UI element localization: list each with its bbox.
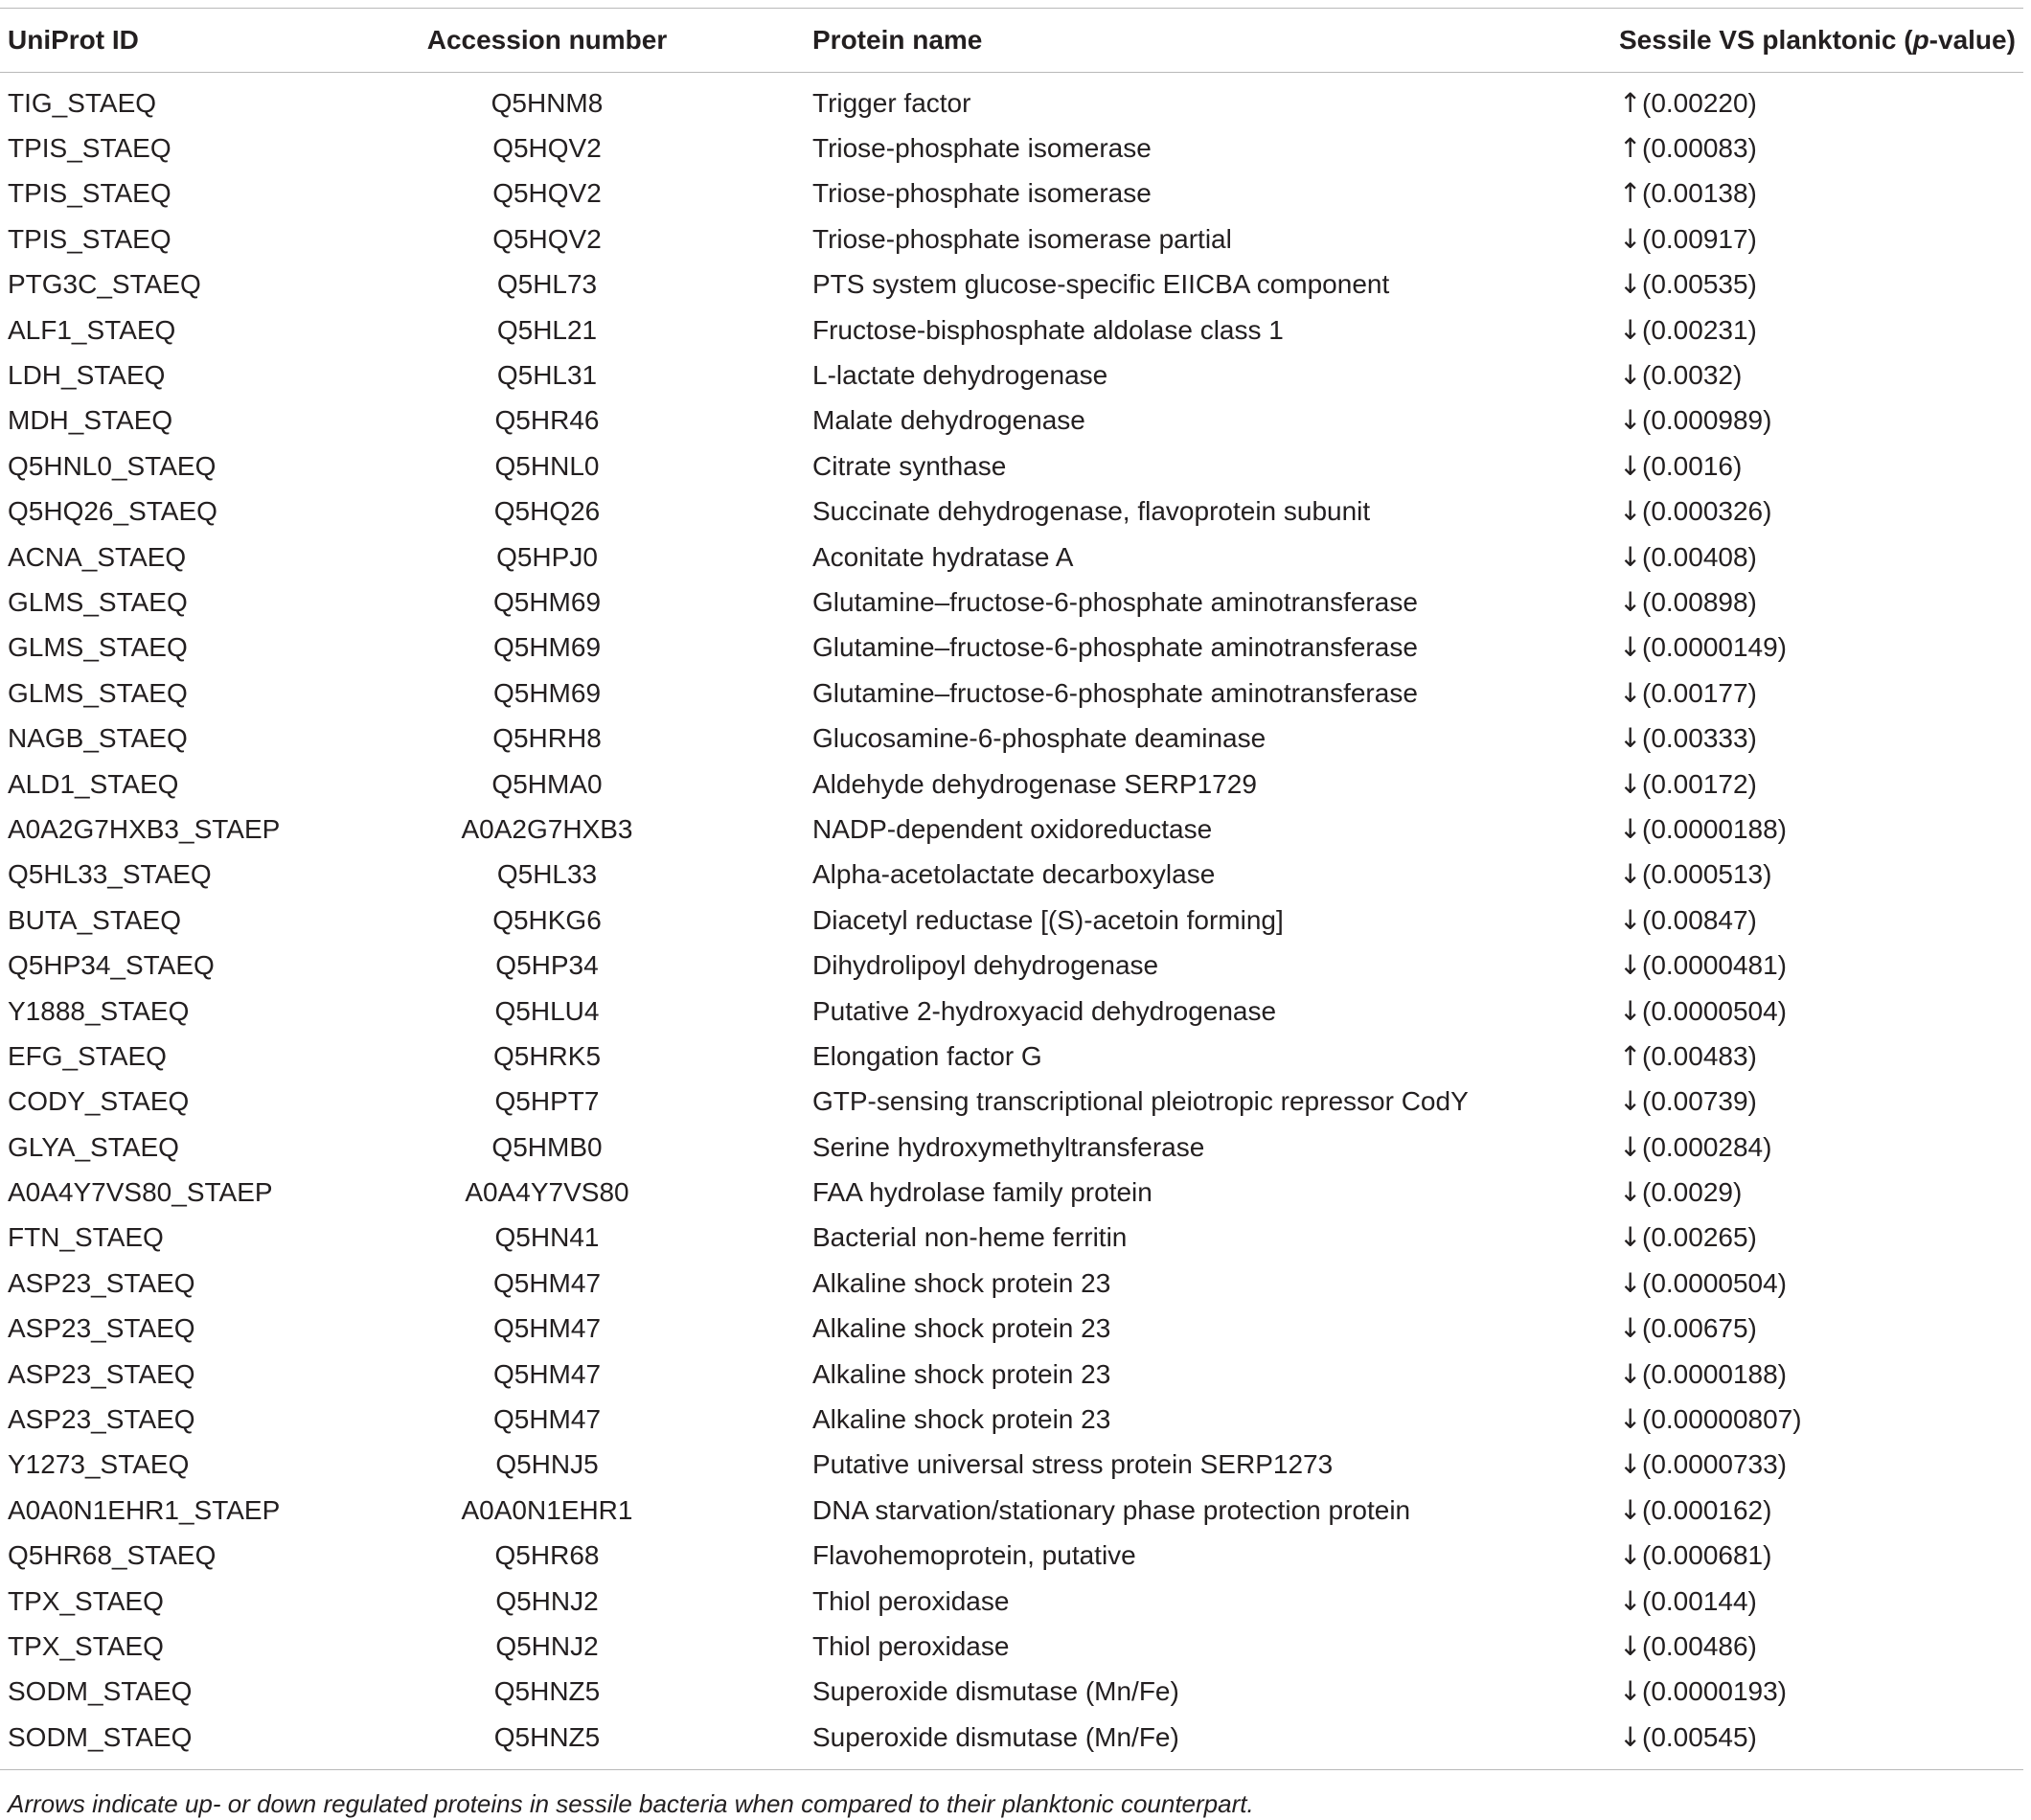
cell-p-value: (0.000989) (1642, 405, 1772, 436)
table-row (0, 580, 2023, 625)
arrow-down-icon: ↓ (1619, 404, 1642, 437)
cell-regulation (1619, 1539, 2023, 1572)
cell-p-value: (0.00675) (1642, 1313, 1757, 1344)
arrow-down-icon: ↓ (1619, 631, 1642, 664)
cell-accession-number: Q5HMB0 (491, 1131, 603, 1162)
cell-protein-name: Thiol peroxidase (812, 1585, 1010, 1616)
cell-uniprot-id: Y1273_STAEQ (8, 1449, 190, 1480)
cell-accession-number: Q5HKG6 (492, 904, 602, 935)
table-row (0, 1488, 2023, 1533)
table-row (0, 1216, 2023, 1261)
cell-protein-name: Elongation factor G (812, 1040, 1042, 1071)
header-comparison-suffix: -value) (1928, 25, 2016, 55)
table-row (0, 80, 2023, 125)
arrow-up-icon: ↑ (1619, 1039, 1642, 1072)
cell-protein-name: Putative 2-hydroxyacid dehydrogenase (812, 995, 1277, 1026)
cell-regulation (1619, 812, 2023, 845)
table-row (0, 1261, 2023, 1306)
header-protein-name: Protein name (812, 25, 983, 55)
cell-protein-name: Thiol peroxidase (812, 1630, 1010, 1661)
cell-protein-name: Triose-phosphate isomerase partial (812, 223, 1232, 254)
cell-protein-name: Fructose-bisphosphate aldolase class 1 (812, 314, 1284, 345)
table-footnote: Arrows indicate up- or down regulated proteins in sessile bacteria when compared to their planktonic counterpart. (8, 1789, 1254, 1818)
cell-regulation (1619, 359, 2023, 392)
cell-uniprot-id: ASP23_STAEQ (8, 1267, 195, 1298)
table-row (0, 671, 2023, 716)
arrow-down-icon: ↓ (1619, 1403, 1642, 1436)
arrow-down-icon: ↓ (1619, 1493, 1642, 1526)
cell-uniprot-id: EFG_STAEQ (8, 1040, 167, 1071)
cell-uniprot-id: A0A0N1EHR1_STAEP (8, 1494, 281, 1525)
cell-protein-name: Alkaline shock protein 23 (812, 1313, 1111, 1344)
cell-regulation (1619, 1221, 2023, 1254)
table-row (0, 898, 2023, 943)
cell-p-value: (0.0029) (1642, 1177, 1743, 1208)
cell-accession-number: Q5HQV2 (492, 178, 602, 209)
cell-accession-number: Q5HNJ5 (495, 1449, 599, 1480)
cell-regulation (1619, 1312, 2023, 1345)
arrow-down-icon: ↓ (1619, 540, 1642, 573)
cell-regulation (1619, 903, 2023, 936)
cell-p-value: (0.000681) (1642, 1540, 1772, 1571)
cell-uniprot-id: GLYA_STAEQ (8, 1131, 179, 1162)
table-row (0, 398, 2023, 444)
cell-accession-number: Q5HNZ5 (493, 1676, 601, 1707)
cell-regulation (1619, 631, 2023, 664)
cell-protein-name: PTS system glucose-specific EIICBA component (812, 269, 1390, 300)
cell-uniprot-id: LDH_STAEQ (8, 360, 166, 391)
protein-table (0, 8, 2023, 1770)
cell-regulation (1619, 1629, 2023, 1662)
cell-p-value: (0.000513) (1642, 859, 1772, 890)
cell-accession-number: Q5HM47 (492, 1358, 602, 1389)
table-row (0, 1397, 2023, 1442)
table-row (0, 1170, 2023, 1215)
arrow-down-icon: ↓ (1619, 676, 1642, 709)
cell-protein-name: Triose-phosphate isomerase (812, 133, 1152, 164)
cell-regulation (1619, 1403, 2023, 1436)
header-comparison-p: p (1912, 25, 1929, 55)
cell-regulation (1619, 585, 2023, 618)
cell-uniprot-id: NAGB_STAEQ (8, 723, 188, 754)
cell-uniprot-id: A0A2G7HXB3_STAEP (8, 813, 281, 844)
cell-uniprot-id: Y1888_STAEQ (8, 995, 190, 1026)
cell-protein-name: Glutamine–fructose-6-phosphate aminotransferase (812, 632, 1418, 663)
cell-protein-name: Alkaline shock protein 23 (812, 1404, 1111, 1435)
arrow-down-icon: ↓ (1619, 585, 1642, 618)
cell-protein-name: Putative universal stress protein SERP1273 (812, 1449, 1334, 1480)
cell-accession-number: Q5HL21 (496, 314, 598, 345)
cell-protein-name: Superoxide dismutase (Mn/Fe) (812, 1676, 1179, 1707)
cell-accession-number: Q5HPT7 (494, 1086, 600, 1117)
table-row (0, 1534, 2023, 1579)
arrow-down-icon: ↓ (1619, 1221, 1642, 1254)
table-row (0, 535, 2023, 580)
cell-p-value: (0.00231) (1642, 314, 1757, 345)
table-row (0, 1579, 2023, 1624)
arrow-down-icon: ↓ (1619, 1312, 1642, 1345)
cell-regulation (1619, 313, 2023, 346)
cell-p-value: (0.00144) (1642, 1585, 1757, 1616)
cell-p-value: (0.00172) (1642, 768, 1757, 799)
arrow-down-icon: ↓ (1619, 1448, 1642, 1481)
cell-p-value: (0.00917) (1642, 223, 1757, 254)
table-row (0, 989, 2023, 1034)
header-comparison-prefix: Sessile VS planktonic ( (1619, 25, 1913, 55)
cell-regulation (1619, 1266, 2023, 1299)
arrow-down-icon: ↓ (1619, 858, 1642, 891)
cell-accession-number: Q5HNL0 (494, 450, 600, 481)
cell-uniprot-id: BUTA_STAEQ (8, 904, 182, 935)
cell-protein-name: Flavohemoprotein, putative (812, 1540, 1136, 1571)
cell-regulation (1619, 858, 2023, 891)
cell-regulation (1619, 177, 2023, 210)
table-row (0, 262, 2023, 307)
arrow-down-icon: ↓ (1619, 722, 1642, 755)
cell-uniprot-id: PTG3C_STAEQ (8, 269, 201, 300)
table-row (0, 1125, 2023, 1170)
cell-protein-name: Bacterial non-heme ferritin (812, 1222, 1128, 1253)
cell-p-value: (0.0016) (1642, 450, 1743, 481)
arrow-down-icon: ↓ (1619, 1720, 1642, 1753)
cell-regulation (1619, 767, 2023, 800)
header-uniprot-id: UniProt ID (8, 25, 139, 55)
cell-p-value: (0.00333) (1642, 723, 1757, 754)
cell-regulation (1619, 1675, 2023, 1708)
cell-p-value: (0.00177) (1642, 677, 1757, 708)
cell-uniprot-id: ALF1_STAEQ (8, 314, 176, 345)
cell-p-value: (0.00483) (1642, 1040, 1757, 1071)
table-bottom-rule (0, 1769, 2023, 1770)
cell-regulation (1619, 1448, 2023, 1481)
cell-p-value: (0.0000481) (1642, 950, 1788, 981)
cell-uniprot-id: TIG_STAEQ (8, 87, 157, 118)
arrow-down-icon: ↓ (1619, 359, 1642, 392)
cell-accession-number: Q5HM69 (492, 586, 602, 617)
arrow-down-icon: ↓ (1619, 1266, 1642, 1299)
cell-protein-name: Serine hydroxymethyltransferase (812, 1131, 1205, 1162)
arrow-up-icon: ↑ (1619, 86, 1642, 119)
arrow-down-icon: ↓ (1619, 449, 1642, 482)
cell-protein-name: Alkaline shock protein 23 (812, 1358, 1111, 1389)
cell-protein-name: Glutamine–fructose-6-phosphate aminotransferase (812, 586, 1418, 617)
table-row (0, 1624, 2023, 1669)
cell-uniprot-id: ASP23_STAEQ (8, 1313, 195, 1344)
cell-accession-number: Q5HNJ2 (495, 1585, 599, 1616)
cell-regulation (1619, 86, 2023, 119)
cell-uniprot-id: SODM_STAEQ (8, 1721, 193, 1752)
cell-p-value: (0.0000193) (1642, 1676, 1788, 1707)
table-row (0, 853, 2023, 898)
table-row (0, 1443, 2023, 1488)
cell-protein-name: DNA starvation/stationary phase protection protein (812, 1494, 1411, 1525)
cell-accession-number: Q5HM69 (492, 677, 602, 708)
cell-uniprot-id: TPIS_STAEQ (8, 133, 171, 164)
cell-uniprot-id: CODY_STAEQ (8, 1086, 190, 1117)
cell-protein-name: Citrate synthase (812, 450, 1007, 481)
cell-protein-name: Superoxide dismutase (Mn/Fe) (812, 1721, 1179, 1752)
table-row (0, 353, 2023, 398)
cell-accession-number: Q5HPJ0 (496, 541, 598, 572)
table-row (0, 807, 2023, 852)
cell-regulation (1619, 994, 2023, 1027)
cell-protein-name: NADP-dependent oxidoreductase (812, 813, 1213, 844)
cell-accession-number: Q5HNM8 (491, 87, 604, 118)
cell-regulation (1619, 1085, 2023, 1118)
cell-p-value: (0.00535) (1642, 269, 1757, 300)
cell-uniprot-id: MDH_STAEQ (8, 405, 173, 436)
cell-regulation (1619, 1584, 2023, 1617)
cell-accession-number: Q5HRH8 (492, 723, 602, 754)
cell-p-value: (0.00545) (1642, 1721, 1757, 1752)
cell-p-value: (0.00898) (1642, 586, 1757, 617)
cell-protein-name: Diacetyl reductase [(S)-acetoin forming] (812, 904, 1284, 935)
cell-uniprot-id: TPIS_STAEQ (8, 223, 171, 254)
cell-uniprot-id: GLMS_STAEQ (8, 586, 188, 617)
cell-accession-number: Q5HR46 (494, 405, 600, 436)
cell-uniprot-id: Q5HL33_STAEQ (8, 859, 212, 890)
header-accession-number: Accession number (426, 25, 668, 55)
cell-uniprot-id: ALD1_STAEQ (8, 768, 179, 799)
cell-p-value: (0.00265) (1642, 1222, 1757, 1253)
cell-protein-name: Alpha-acetolactate decarboxylase (812, 859, 1216, 890)
cell-p-value: (0.000326) (1642, 496, 1772, 527)
arrow-down-icon: ↓ (1619, 767, 1642, 800)
cell-accession-number: Q5HLU4 (494, 995, 600, 1026)
cell-regulation (1619, 1130, 2023, 1163)
arrow-down-icon: ↓ (1619, 1629, 1642, 1662)
cell-accession-number: A0A4Y7VS80 (465, 1177, 629, 1208)
cell-protein-name: Glutamine–fructose-6-phosphate aminotransferase (812, 677, 1418, 708)
cell-p-value: (0.00739) (1642, 1086, 1757, 1117)
arrow-down-icon: ↓ (1619, 994, 1642, 1027)
cell-p-value: (0.00083) (1642, 133, 1757, 164)
cell-protein-name: GTP-sensing transcriptional pleiotropic repressor CodY (812, 1086, 1469, 1117)
table-row (0, 489, 2023, 535)
cell-p-value: (0.0000504) (1642, 995, 1788, 1026)
cell-accession-number: Q5HNZ5 (493, 1721, 601, 1752)
cell-p-value: (0.00220) (1642, 87, 1757, 118)
cell-accession-number: Q5HP34 (495, 950, 599, 981)
arrow-down-icon: ↓ (1619, 1357, 1642, 1390)
cell-p-value: (0.0000504) (1642, 1267, 1788, 1298)
table-row (0, 307, 2023, 353)
cell-uniprot-id: ASP23_STAEQ (8, 1358, 195, 1389)
cell-accession-number: Q5HM47 (492, 1267, 602, 1298)
cell-uniprot-id: Q5HR68_STAEQ (8, 1540, 217, 1571)
cell-accession-number: Q5HNJ2 (495, 1630, 599, 1661)
cell-accession-number: Q5HL33 (496, 859, 598, 890)
cell-uniprot-id: GLMS_STAEQ (8, 632, 188, 663)
cell-protein-name: Aconitate hydratase A (812, 541, 1074, 572)
cell-regulation (1619, 676, 2023, 709)
cell-protein-name: Alkaline shock protein 23 (812, 1267, 1111, 1298)
cell-regulation (1619, 449, 2023, 482)
cell-uniprot-id: TPX_STAEQ (8, 1585, 164, 1616)
cell-p-value: (0.0000149) (1642, 632, 1788, 663)
table-row (0, 216, 2023, 262)
table-row (0, 125, 2023, 171)
cell-p-value: (0.0032) (1642, 360, 1743, 391)
cell-accession-number: Q5HM47 (492, 1404, 602, 1435)
cell-uniprot-id: TPX_STAEQ (8, 1630, 164, 1661)
table-row (0, 171, 2023, 216)
cell-uniprot-id: ASP23_STAEQ (8, 1404, 195, 1435)
table-row (0, 1352, 2023, 1397)
table-row (0, 626, 2023, 671)
arrow-down-icon: ↓ (1619, 1584, 1642, 1617)
cell-protein-name: Succinate dehydrogenase, flavoprotein subunit (812, 496, 1371, 527)
cell-p-value: (0.00847) (1642, 904, 1757, 935)
cell-regulation (1619, 404, 2023, 437)
cell-regulation (1619, 132, 2023, 165)
cell-uniprot-id: FTN_STAEQ (8, 1222, 164, 1253)
arrow-down-icon: ↓ (1619, 313, 1642, 346)
cell-p-value: (0.000162) (1642, 1494, 1772, 1525)
arrow-down-icon: ↓ (1619, 903, 1642, 936)
header-comparison (1619, 27, 2023, 54)
cell-accession-number: A0A2G7HXB3 (461, 813, 633, 844)
arrow-up-icon: ↑ (1619, 132, 1642, 165)
arrow-down-icon: ↓ (1619, 222, 1642, 255)
table-row (0, 1307, 2023, 1352)
cell-protein-name: Trigger factor (812, 87, 971, 118)
arrow-down-icon: ↓ (1619, 1085, 1642, 1118)
cell-protein-name: FAA hydrolase family protein (812, 1177, 1152, 1208)
arrow-down-icon: ↓ (1619, 949, 1642, 982)
cell-accession-number: Q5HQV2 (492, 223, 602, 254)
cell-protein-name: Dihydrolipoyl dehydrogenase (812, 950, 1159, 981)
table-row (0, 1034, 2023, 1079)
cell-uniprot-id: Q5HP34_STAEQ (8, 950, 215, 981)
cell-protein-name: Malate dehydrogenase (812, 405, 1085, 436)
cell-p-value: (0.0000188) (1642, 1358, 1788, 1389)
table-row (0, 943, 2023, 988)
cell-p-value: (0.0000188) (1642, 813, 1788, 844)
cell-regulation (1619, 1720, 2023, 1753)
cell-protein-name: Aldehyde dehydrogenase SERP1729 (812, 768, 1257, 799)
cell-p-value: (0.00138) (1642, 178, 1757, 209)
cell-regulation (1619, 222, 2023, 255)
cell-accession-number: Q5HN41 (494, 1222, 600, 1253)
cell-uniprot-id: Q5HNL0_STAEQ (8, 450, 217, 481)
cell-uniprot-id: Q5HQ26_STAEQ (8, 496, 217, 527)
cell-protein-name: Triose-phosphate isomerase (812, 178, 1152, 209)
table-body (0, 73, 2023, 1769)
cell-protein-name: Glucosamine-6-phosphate deaminase (812, 723, 1267, 754)
cell-accession-number: Q5HMA0 (491, 768, 603, 799)
table-row (0, 1715, 2023, 1760)
cell-regulation (1619, 1176, 2023, 1209)
cell-accession-number: Q5HQ26 (493, 496, 601, 527)
cell-uniprot-id: TPIS_STAEQ (8, 178, 171, 209)
cell-uniprot-id: ACNA_STAEQ (8, 541, 187, 572)
cell-accession-number: Q5HL73 (496, 269, 598, 300)
cell-p-value: (0.00408) (1642, 541, 1757, 572)
cell-p-value: (0.00486) (1642, 1630, 1757, 1661)
cell-accession-number: Q5HRK5 (492, 1040, 602, 1071)
arrow-down-icon: ↓ (1619, 812, 1642, 845)
cell-p-value: (0.000284) (1642, 1131, 1772, 1162)
cell-regulation (1619, 1039, 2023, 1072)
cell-accession-number: Q5HM47 (492, 1313, 602, 1344)
table-row (0, 1670, 2023, 1715)
cell-uniprot-id: GLMS_STAEQ (8, 677, 188, 708)
cell-accession-number: A0A0N1EHR1 (461, 1494, 633, 1525)
cell-protein-name: L-lactate dehydrogenase (812, 360, 1108, 391)
cell-regulation (1619, 949, 2023, 982)
cell-p-value: (0.00000807) (1642, 1404, 1802, 1435)
cell-regulation (1619, 268, 2023, 301)
cell-uniprot-id: A0A4Y7VS80_STAEP (8, 1177, 273, 1208)
arrow-up-icon: ↑ (1619, 177, 1642, 210)
table-header-row (0, 9, 2023, 72)
cell-accession-number: Q5HM69 (492, 632, 602, 663)
cell-regulation (1619, 1493, 2023, 1526)
cell-p-value: (0.0000733) (1642, 1449, 1788, 1480)
table-row (0, 762, 2023, 807)
arrow-down-icon: ↓ (1619, 1176, 1642, 1209)
cell-regulation (1619, 1357, 2023, 1390)
cell-regulation (1619, 540, 2023, 573)
arrow-down-icon: ↓ (1619, 1130, 1642, 1163)
arrow-down-icon: ↓ (1619, 1539, 1642, 1572)
table-row (0, 1080, 2023, 1125)
table-row (0, 716, 2023, 761)
arrow-down-icon: ↓ (1619, 1675, 1642, 1708)
table-row (0, 444, 2023, 489)
arrow-down-icon: ↓ (1619, 495, 1642, 528)
cell-accession-number: Q5HQV2 (492, 133, 602, 164)
cell-accession-number: Q5HR68 (494, 1540, 600, 1571)
cell-regulation (1619, 722, 2023, 755)
arrow-down-icon: ↓ (1619, 268, 1642, 301)
cell-accession-number: Q5HL31 (496, 360, 598, 391)
cell-uniprot-id: SODM_STAEQ (8, 1676, 193, 1707)
cell-regulation (1619, 495, 2023, 528)
